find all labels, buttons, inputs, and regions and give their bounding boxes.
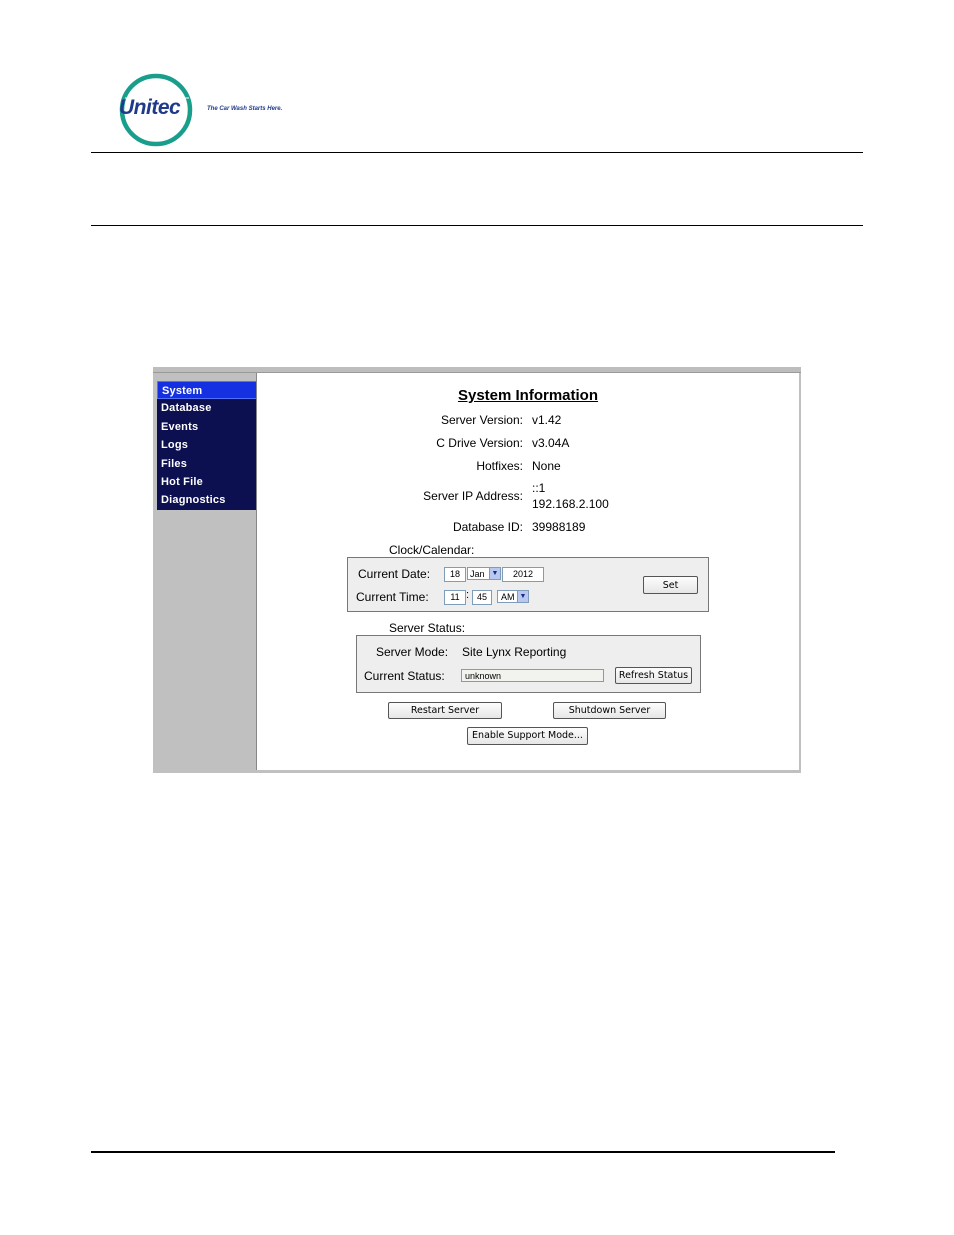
- ampm-value: AM: [501, 592, 515, 602]
- logo-tagline: The Car Wash Starts Here.: [207, 106, 283, 112]
- database-id-value: 39988189: [532, 520, 586, 534]
- sidebar-item-events[interactable]: Events: [157, 418, 257, 436]
- unitec-logo: [115, 72, 305, 150]
- c-drive-version-value: v3.04A: [532, 436, 570, 450]
- sidebar-item-system[interactable]: System: [157, 381, 257, 399]
- hour-input[interactable]: 11: [444, 590, 466, 605]
- current-status-label: Current Status:: [364, 669, 445, 683]
- sidebar-item-hot-file[interactable]: Hot File: [157, 473, 257, 491]
- header-rule-bottom: [91, 225, 863, 226]
- server-ip-value-1: ::1: [532, 481, 546, 495]
- time-separator: :: [466, 589, 470, 601]
- year-input[interactable]: 2012: [502, 567, 544, 582]
- server-ip-value-2: 192.168.2.100: [532, 497, 609, 511]
- hotfixes-label: Hotfixes:: [476, 459, 523, 473]
- restart-server-button[interactable]: Restart Server: [388, 702, 502, 719]
- shutdown-server-button[interactable]: Shutdown Server: [553, 702, 666, 719]
- logo-brand: Unitec: [119, 96, 181, 119]
- chevron-down-icon[interactable]: ▼: [517, 590, 529, 603]
- current-time-label: Current Time:: [356, 590, 429, 604]
- page-title: System Information: [457, 387, 599, 404]
- minute-input[interactable]: 45: [472, 590, 492, 605]
- system-info-panel: [256, 373, 799, 770]
- clock-heading: Clock/Calendar:: [389, 543, 475, 557]
- month-value: Jan: [470, 569, 485, 579]
- day-input[interactable]: 18: [444, 567, 466, 582]
- sidebar-item-logs[interactable]: Logs: [157, 436, 257, 454]
- refresh-status-button[interactable]: Refresh Status: [615, 667, 692, 684]
- sidebar-item-files[interactable]: Files: [157, 455, 257, 473]
- sidebar-item-database[interactable]: Database: [157, 399, 257, 417]
- clock-box: [347, 557, 709, 612]
- sidebar-menu: [157, 381, 257, 510]
- current-date-label: Current Date:: [358, 567, 431, 581]
- c-drive-version-label: C Drive Version:: [436, 436, 523, 450]
- server-version-label: Server Version:: [440, 413, 523, 427]
- server-status-box: [356, 635, 701, 693]
- app-screenshot: [153, 367, 801, 773]
- chevron-down-icon[interactable]: ▼: [489, 567, 501, 580]
- set-button[interactable]: Set: [643, 576, 698, 594]
- header-rule-top: [91, 152, 863, 153]
- current-status-field: unknown: [461, 669, 604, 682]
- footer-rule: [91, 1151, 835, 1153]
- server-mode-label: Server Mode:: [376, 645, 449, 659]
- server-ip-label: Server IP Address:: [423, 489, 523, 503]
- sidebar-item-diagnostics[interactable]: Diagnostics: [157, 491, 257, 509]
- server-version-value: v1.42: [532, 413, 562, 427]
- server-mode-value: Site Lynx Reporting: [462, 645, 567, 659]
- enable-support-mode-button[interactable]: Enable Support Mode...: [467, 727, 588, 745]
- hotfixes-value: None: [532, 459, 561, 473]
- database-id-label: Database ID:: [452, 520, 523, 534]
- server-status-heading: Server Status:: [389, 621, 466, 635]
